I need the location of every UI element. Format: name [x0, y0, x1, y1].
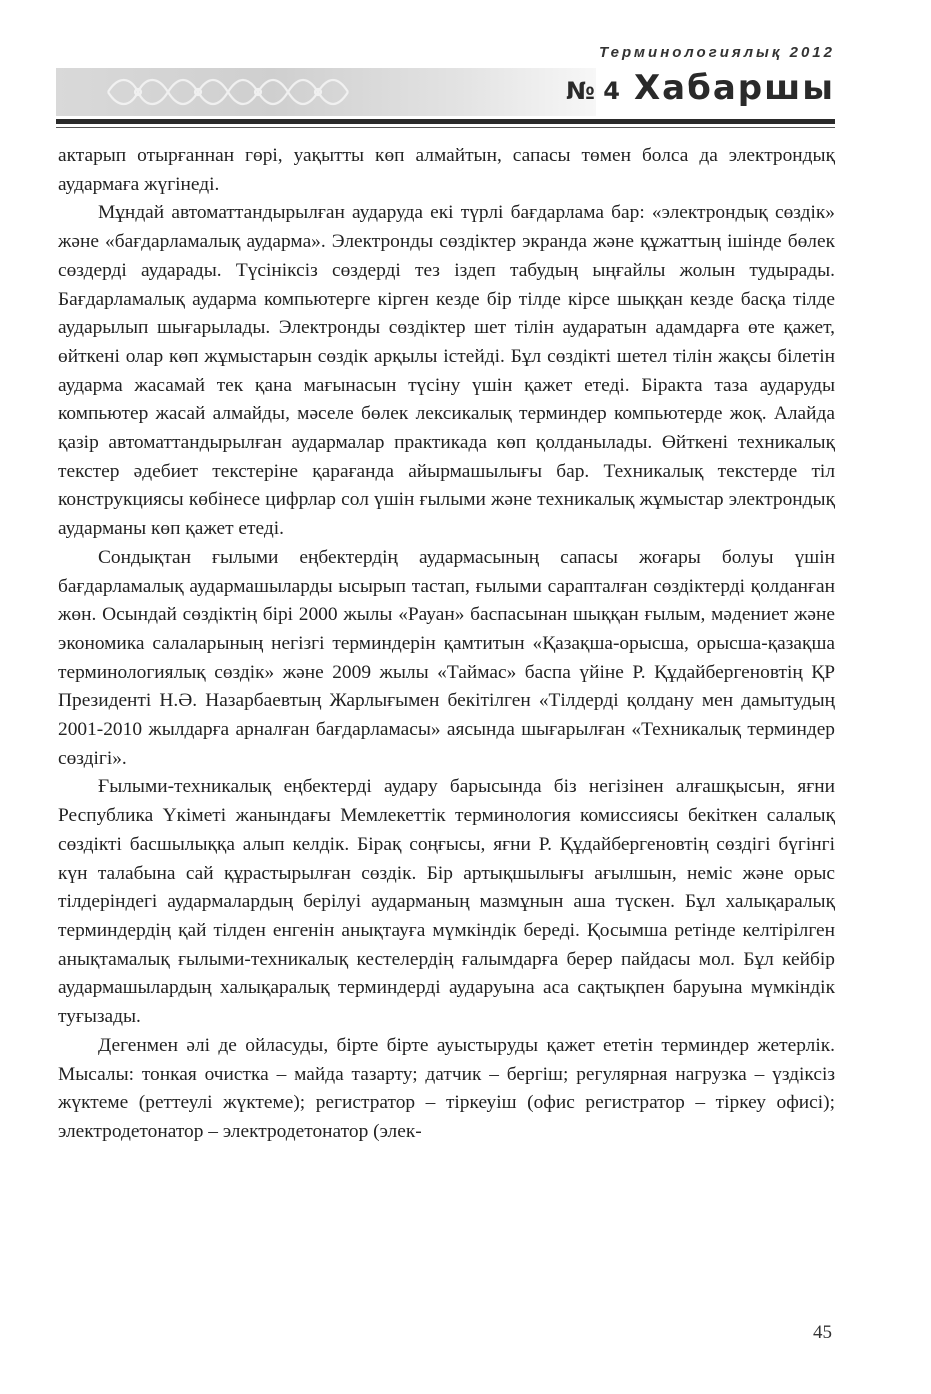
page-number: 45 — [813, 1322, 832, 1343]
series-year: 2012 — [789, 44, 835, 61]
paragraph: Дегенмен әлі де ойласуды, бірте бірте ауыстыруды қажет ететін терминдер жетерлік. Мысалы: тонкая очистка – майда тазарту; датчик – бергіш; регулярная нагрузка – үздіксіз жүктеме (реттеулі жүктеме); регистратор – тіркеуіш (офис регистратор – тіркеу офисі); электродетонатор – электродетонатор (элек- — [58, 1034, 835, 1142]
series-title: Терминологиялық — [599, 44, 783, 61]
paragraph: Сондықтан ғылыми еңбектердің аудармасының сапасы жоғары болуы үшін бағдарламалық аудармашыларды ысырып тастап, ғылыми сарапталған сөздіктерді қолданған жөн. Осындай сөздіктің бірі 2000 жылы «Рауан» баспасынан шыққан ғылым, мәдениет және экономика салаларының негізгі терминдерін қамтитын «Қазақша-орысша, орысша-қазақша терминологиялық сөздік» және 2009 жылы «Таймас» баспа үйіне Р. Құдайбергеновтің ҚР Президенті Н.Ә. Назарбаевтың Жарлығымен бекітілген «Тілдерді қолдану мен дамытудың 2001-2010 жылдарға арналған бағдарламасы» аясында шығарылған «Техникалық терминдер сөздігі». — [58, 546, 835, 769]
issue-number: № 4 — [566, 77, 620, 105]
paragraph-continued: актарып отырғаннан гөрі, уақытты көп алмайтын, сапасы төмен болса да электрондық аудармаға жүгінеді. — [58, 145, 835, 195]
header-rule-thin — [56, 127, 835, 128]
issue-line — [566, 68, 835, 108]
header-rule-thick — [56, 119, 835, 124]
paragraph: Мұндай автоматтандырылған аударуда екі түрлі бағдарлама бар: «электрондық сөздік» және «бағдарламалық аударма». Электронды сөздіктер экранда және құжаттың ішінде бөлек сөздерді аударады. Түсініксіз сөздерді тез іздеп табудың ыңғайлы жолын тудырады. Бағдарламалық аударма компьютерге кірген кезде бір тілде кірсе шыққан кезде басқа тілде аударылып шығарылады. Электронды сөздіктер шет тілін аударатын адамдарға өте қажет, өйткені олар көп жұмыстарын сөздік арқылы істейді. Бұл сөздікті шетел тілін жақсы білетін аударма жасамай тек қана мағынасын түсіну үшін қажет етеді. Біракта таза аударуды компьютер жасай алмайды, мәселе бөлек лексикалық терминдер компьютерде жоқ. Алайда қазір автоматтандырылған аудармалар практикада көп қолданылады. Өйткені техникалық текстер әдебиет текстеріне қарағанда айырмашылығы бар. Техникалық текстерде тіл конструкциясы көбінесе цифрлар сол үшін ғылыми және техникалық жұмыстар электрондық аударманы көп қажет етеді. — [58, 202, 835, 540]
ornament-pattern-icon — [104, 72, 364, 112]
series-title-line — [599, 44, 835, 61]
journal-name: Хабаршы — [633, 68, 835, 108]
article-body — [58, 142, 835, 1147]
paragraph: Ғылыми-техникалық еңбектерді аудару барысында біз негізінен алғашқысын, яғни Республика Үкіметі жанындағы Мемлекеттік терминология комиссиясы бекіткен салалық сөздікті басшылыққа алып келдік. Бірақ соңғысы, яғни Р. Құдайбергеновтің сөздігі бүгінгі күн талабына сай құрастырылған сөздік. Бір артықшылығы ағылшын, неміс және орыс тілдеріндегі аудармалардың берілуі аударманың мазмұнын аша түскен. Бұл халықаралық терминдердің қай тілден енгенін анықтауға мүмкіндік береді. Қосымша ретінде келтірілген анықтамалық ғылыми-техникалық кестелердің ғалымдарға берер пайдасы мол. Бұл кейбір аудармашылардың халықаралық терминдерді аударуына аса сақтықпен баруына мүмкіндік туғызады. — [58, 776, 835, 1028]
running-header — [0, 0, 931, 140]
header-ornament-band — [56, 68, 596, 116]
